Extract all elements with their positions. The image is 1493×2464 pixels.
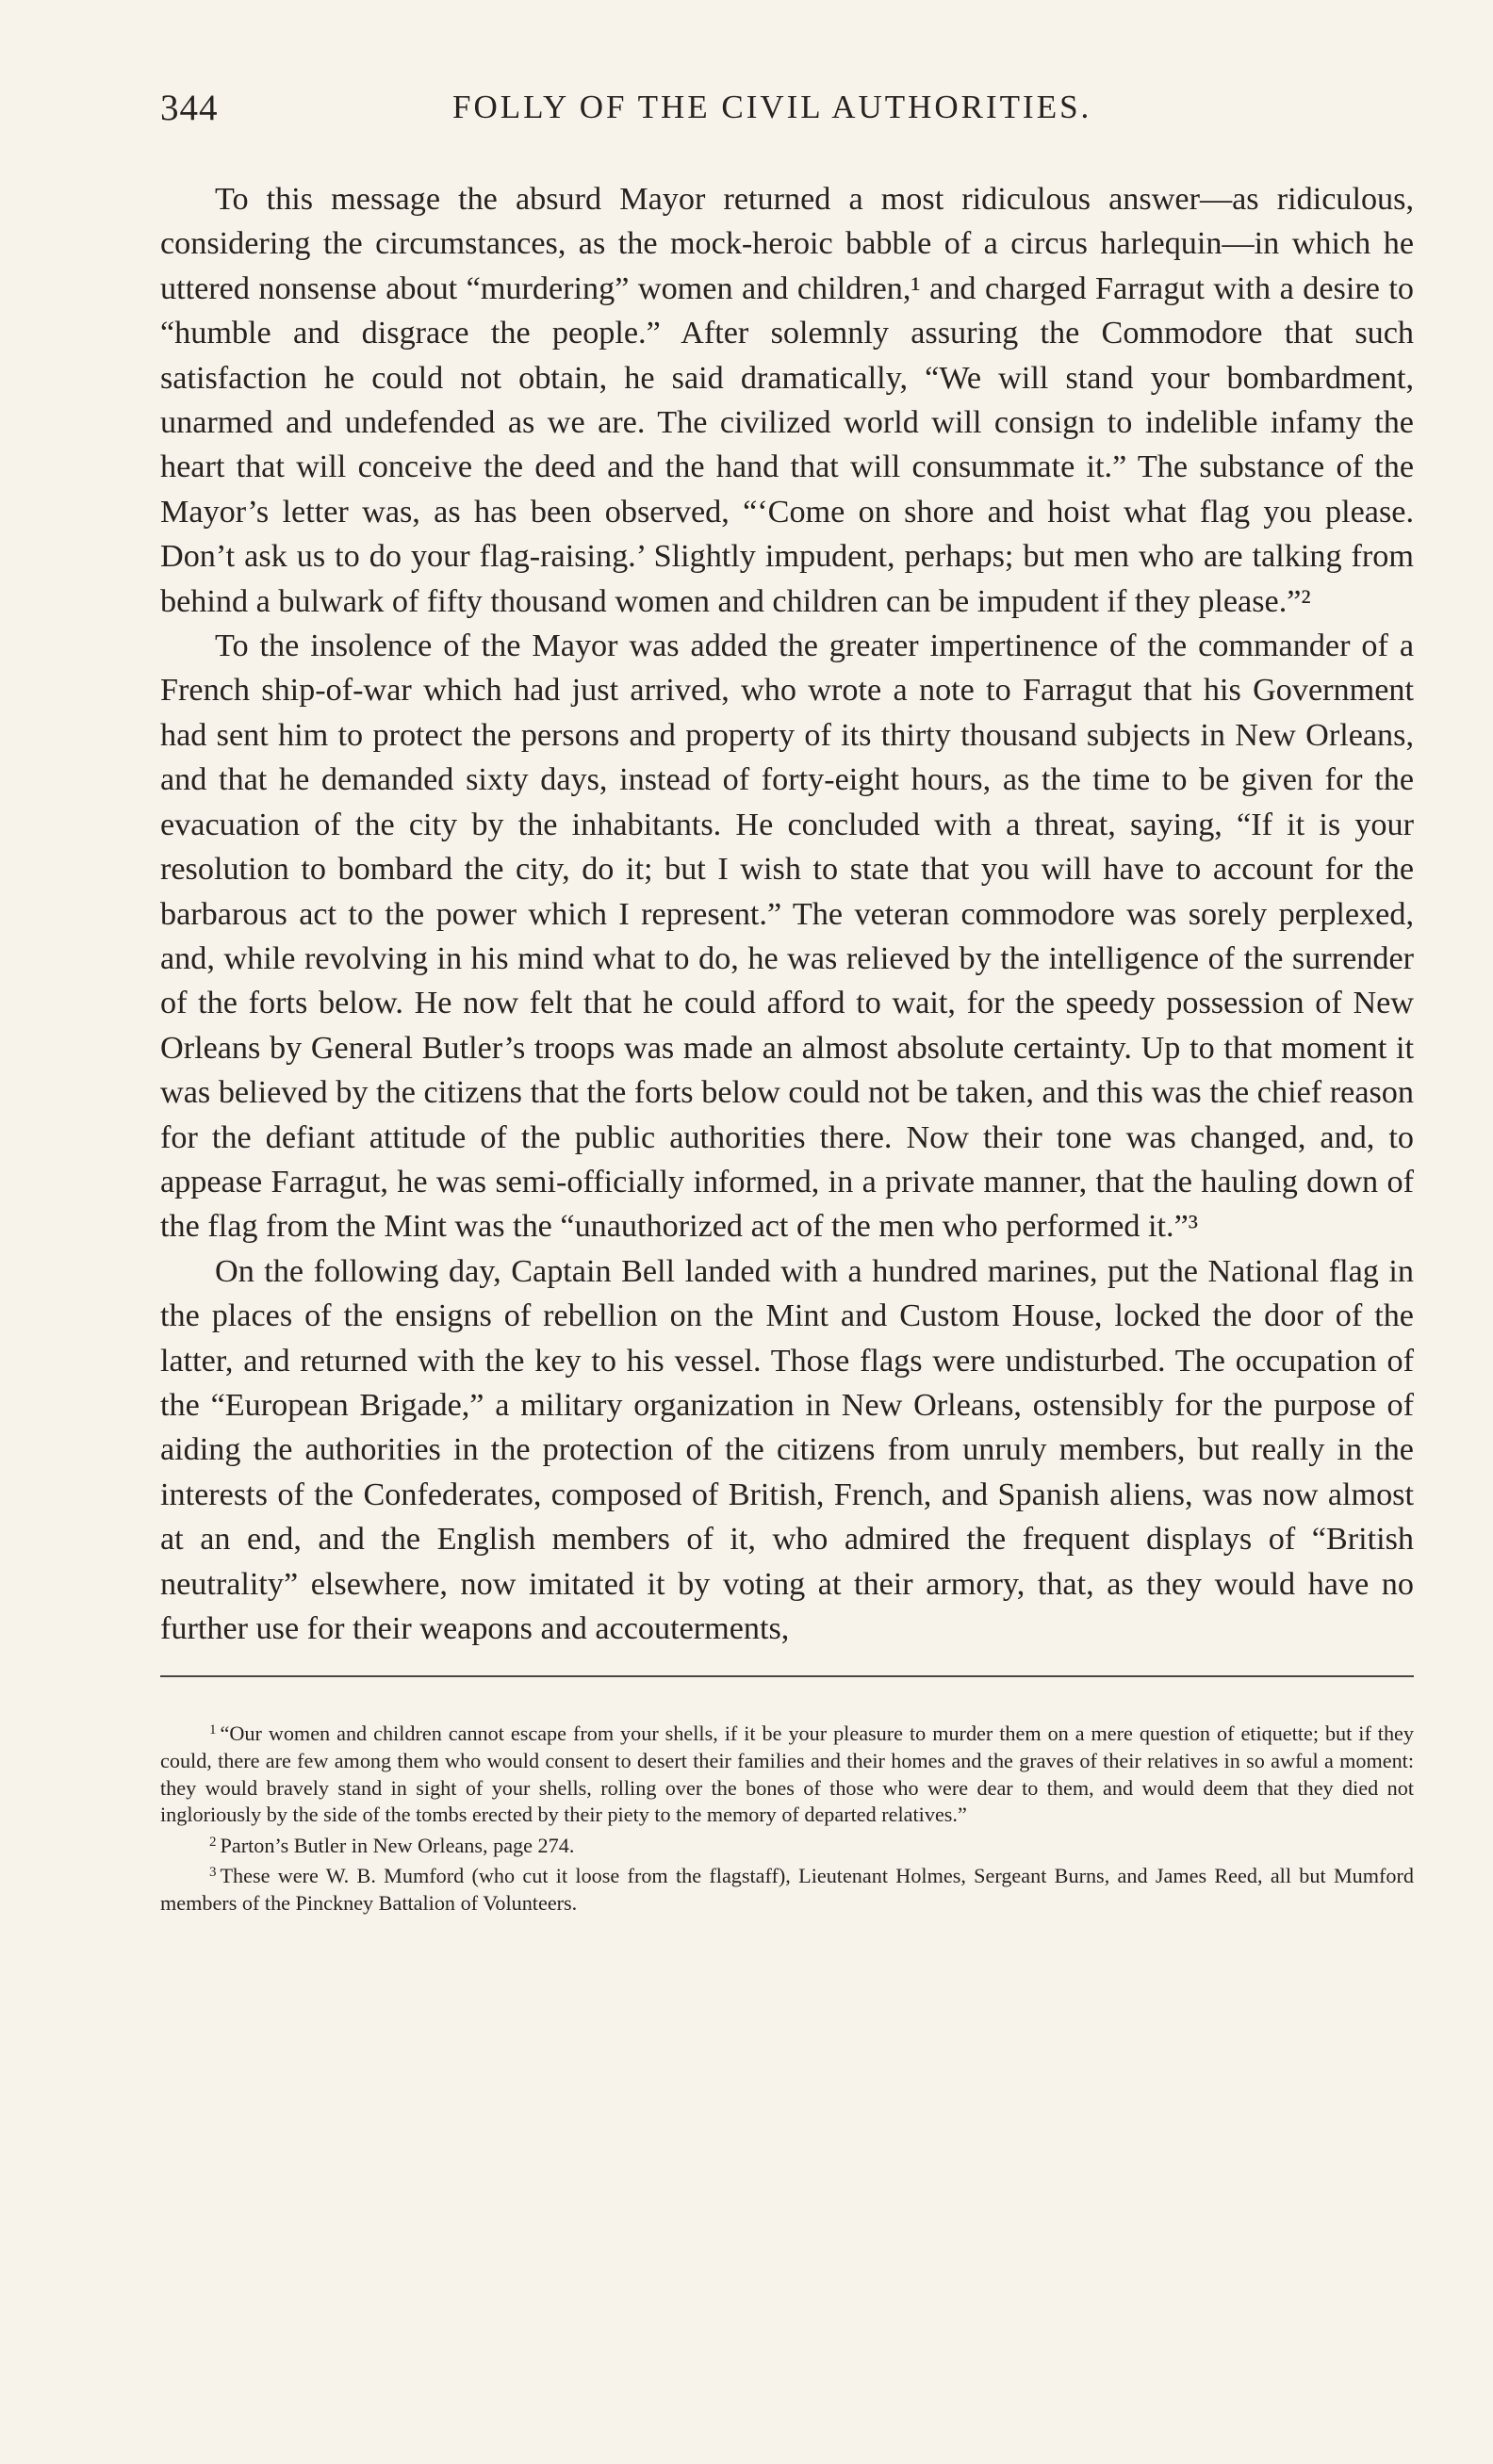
footnote-mark: 1 xyxy=(209,1722,217,1738)
footnote-text: These were W. B. Mumford (who cut it loose from the flagstaff), Lieutenant Holmes, Sergeant Burns, and James Reed, all but Mumford members of the Pinckney Battalion of Volunteers. xyxy=(160,1864,1414,1915)
footnote-text: Parton’s Butler in New Orleans, page 274. xyxy=(220,1833,575,1857)
footnote-divider xyxy=(160,1675,1414,1677)
footnote xyxy=(160,1859,1414,1917)
page-header xyxy=(160,75,1414,141)
paragraph: To the insolence of the Mayor was added the greater impertinence of the commander of a French ship-of-war which had just arrived, who wrote a note to Farragut that his Government had sent him to protect the persons and property of its thirty thousand subjects in New Orleans, and that he demanded sixty days, instead of forty-eight hours, as the time to be given for the evacuation of the city by the inhabitants. He concluded with a threat, saying, “If it is your resolution to bombard the city, do it; but I wish to state that you will have to account for the barbarous act to the power which I represent.” The veteran commodore was sorely perplexed, and, while revolving in his mind what to do, he was relieved by the intelligence of the surrender of the forts below. He now felt that he could afford to wait, for the speedy possession of New Orleans by General Butler’s troops was made an almost absolute certainty. Up to that moment it was believed by the citizens that the forts below could not be taken, and this was the chief reason for the defiant attitude of the public authorities there. Now their tone was changed, and, to appease Farragut, he was semi-officially informed, in a private manner, that the hauling down of the flag from the Mint was the “unauthorized act of the men who performed it.”³ xyxy=(160,628,1414,1245)
footnote-mark: 3 xyxy=(209,1865,217,1881)
footnote-text: “Our women and children cannot escape from your shells, if it be your pleasure to murder them on a mere question of etiquette; but if they could, there are few among them who would consent to desert their families and their homes and the graves of their relatives in so awful a moment: they would bravely stand in sight of your shells, rolling over the bones of those who were dear to them, and would deem that they died not ingloriously by the side of the tombs erected by their piety to the memory of departed relatives.” xyxy=(160,1722,1414,1827)
running-head: FOLLY OF THE CIVIL AUTHORITIES. xyxy=(452,89,1092,125)
body-text xyxy=(160,177,1414,1651)
footnote-mark: 2 xyxy=(209,1834,217,1850)
paragraph: To this message the absurd Mayor returned a most ridiculous answer—as ridiculous, considering the circumstances, as the mock-heroic babble of a circus harlequin—in which he uttered nonsense about “murdering” women and children,¹ and charged Farragut with a desire to “humble and disgrace the people.” After solemnly assuring the Commodore that such satisfaction he could not obtain, he said dramatically, “We will stand your bombardment, unarmed and undefended as we are. The civilized world will consign to indelible infamy the heart that will conceive the deed and the hand that will consummate it.” The substance of the Mayor’s letter was, as has been observed, “‘Come on shore and hoist what flag you please. Don’t ask us to do your flag-raising.’ Slightly impudent, perhaps; but men who are talking from behind a bulwark of fifty thousand women and children can be impudent if they please.”² xyxy=(160,182,1414,619)
footnote xyxy=(160,1717,1414,1828)
footnotes xyxy=(160,1717,1414,1917)
page-number: 344 xyxy=(160,88,219,128)
footnote xyxy=(160,1829,1414,1860)
book-page xyxy=(160,75,1414,1917)
paragraph: On the following day, Captain Bell landed with a hundred marines, put the National flag in the places of the ensigns of rebellion on the Mint and Custom House, locked the door of the latter, and returned with the key to his vessel. Those flags were undisturbed. The occupation of the “European Brigade,” a military organization in New Orleans, ostensibly for the purpose of aiding the authorities in the protection of the citizens from unruly members, but really in the interests of the Confederates, composed of British, French, and Spanish aliens, was now almost at an end, and the English members of it, who admired the frequent displays of “British neutrality” elsewhere, now imitated it by voting at their armory, that, as they would have no further use for their weapons and accouterments, xyxy=(160,1253,1414,1646)
